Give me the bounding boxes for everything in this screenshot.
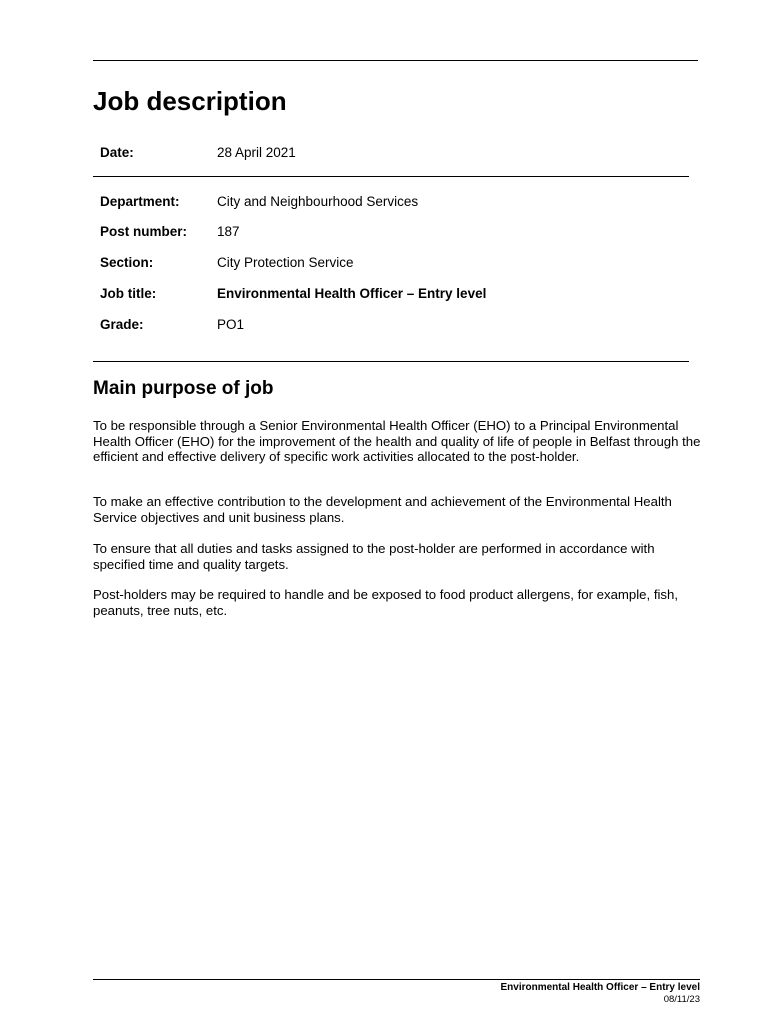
- field-department-value: City and Neighbourhood Services: [217, 194, 419, 209]
- field-section-label: Section:: [100, 255, 154, 270]
- page-title: Job description: [93, 86, 287, 116]
- field-grade-value: PO1: [217, 317, 245, 332]
- field-date-label: Date:: [100, 145, 134, 160]
- footer-title: Environmental Health Officer – Entry level: [500, 982, 700, 993]
- field-grade-label: Grade:: [100, 317, 144, 332]
- paragraph-4: Post-holders may be required to handle and be exposed to food product allergens, for example, fish, peanuts, tree nuts, etc.: [93, 587, 679, 618]
- paragraph-1: To be responsible through a Senior Environmental Health Officer (EHO) to a Principal Environmental Health Officer (EHO) for the improvement of the health and quality of life of people in Belfast through the efficient and effective delivery of specific work activities allocated to the post-holder.: [93, 418, 701, 464]
- field-section-value: City Protection Service: [217, 255, 354, 270]
- top-rule: [93, 60, 698, 61]
- field-post-number-value: 187: [217, 224, 240, 239]
- field-post-number-label: Post number:: [100, 224, 188, 239]
- field-department-label: Department:: [100, 194, 180, 209]
- field-job-title-value: Environmental Health Officer – Entry level: [217, 286, 487, 301]
- paragraph-3: To ensure that all duties and tasks assigned to the post-holder are performed in accordance with specified time and quality targets.: [93, 541, 655, 572]
- divider-after-date: [93, 176, 689, 177]
- field-job-title-label: Job title:: [100, 286, 157, 301]
- section-heading: Main purpose of job: [93, 378, 274, 399]
- divider-after-fields: [93, 361, 689, 362]
- paragraph-2: To make an effective contribution to the development and achievement of the Environmental Health Service objectives and unit business plans.: [93, 494, 672, 525]
- field-date-value: 28 April 2021: [217, 145, 296, 160]
- footer-rule: [93, 979, 700, 980]
- footer-date: 08/11/23: [663, 994, 700, 1005]
